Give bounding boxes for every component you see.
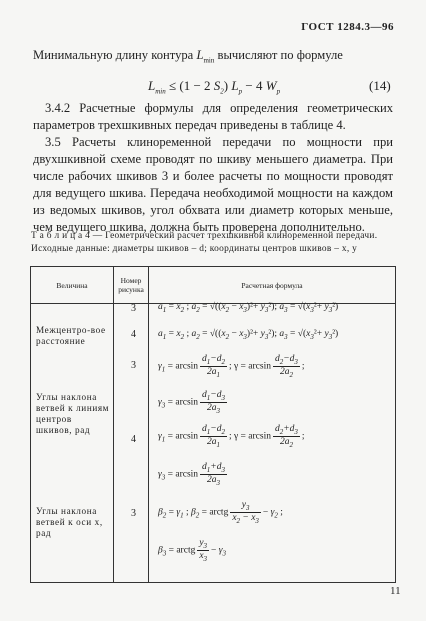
formula-14: $L_{min} \le (1 - 2$ $S_2$) $L_p - 4$ $W_p$ [148, 78, 281, 96]
formula-gamma-fig4-a: $\gamma_1 = \arcsin$ $\frac{d_1-d_2}{2a_1}$ ; γ = arcsin $\frac{d_2+d_3}{2a_2}$ ; [158, 424, 305, 449]
formula-gamma-fig3-b: $\gamma_3 = \arcsin$ $\frac{d_1-d_3}{2a_3}$ [158, 390, 225, 415]
formula-beta-b: $\beta_3$ = arctg $\frac{y_3}{x_3}$ − $\gamma_3$ [158, 538, 227, 563]
label-angles-to-centers: Углы наклона ветвей к линиям центров шкивов, рад [36, 392, 110, 435]
header-formula: Расчетная формула [149, 267, 396, 304]
fig-number: 4 [131, 434, 136, 445]
fig-number: 3 [131, 360, 136, 371]
intro-text: Минимальную длину контура $L_{min}$ вычисляют по формуле [33, 48, 343, 65]
formula-distance-fig4: $a_1 = x_2$ ; $a_2 = √((x_2 - x_3)^2+ y_3^2)$; $a_3 = √(x_3^2+ y_3^2)$ [158, 329, 339, 341]
page-number: 11 [390, 585, 401, 597]
table-caption: Т а б л и ц а 4 — Геометрический расчет трехшкивной клиноременной передачи. Исходные данные: диаметры шкивов – d; координаты центров шкивов – x, y [31, 231, 378, 254]
label-angles-to-x: Углы наклона ветвей к оси x, рад [36, 506, 103, 538]
formula-number: (14) [369, 78, 391, 93]
fig-number: 3 [131, 508, 136, 519]
document-id: ГОСТ 1284.3—96 [301, 21, 394, 33]
fig-number: 4 [131, 329, 136, 340]
formula-gamma-fig4-b: $\gamma_3 = \arcsin$ $\frac{d_1+d_3}{2a_3}$ [158, 462, 225, 487]
paragraph-3-5: 3.5 Расчеты клиноременной передачи по мощности при двухшкивной схеме проводят по шкиву меньшего диаметра. При числе рабочих шкивов 3 и более расчеты по мощности проводят для ведущего шкива. Передача необходимой мощности на каждом из ведомых шкивов, угол обхвата или диаметр которых меньше, чем ведущего шкива, должна быть проверена дополнительно. [33, 135, 393, 234]
paragraph-3-4-2: 3.4.2 Расчетные формулы для определения геометрических параметров трехшкивных передач приведены в таблице 4. [33, 101, 393, 132]
fig-number: 3 [131, 303, 136, 314]
formula-distance-fig3: $a_1 = x_2$ ; $a_2 = √((x_2 - x_3)^2+ y_3^2)$; $a_3 = √(x_3^2+ y_3^2)$ [158, 302, 339, 314]
header-quantity: Величина [31, 267, 114, 304]
label-center-distance: Межцентро-вое расстояние [36, 325, 106, 346]
header-figure: Номер рисунка [114, 267, 149, 304]
formula-beta-a: $\beta_2 = \gamma_1$ ; $\beta_2$ = arctg $\frac{y_3}{x_2 - x_3}$ − $\gamma_2$ ; [158, 500, 283, 525]
formula-gamma-fig3-a: $\gamma_1 = \arcsin$ $\frac{d_1-d_2}{2a_1}$ ; γ = arcsin $\frac{d_2-d_3}{2a_2}$ ; [158, 354, 305, 379]
